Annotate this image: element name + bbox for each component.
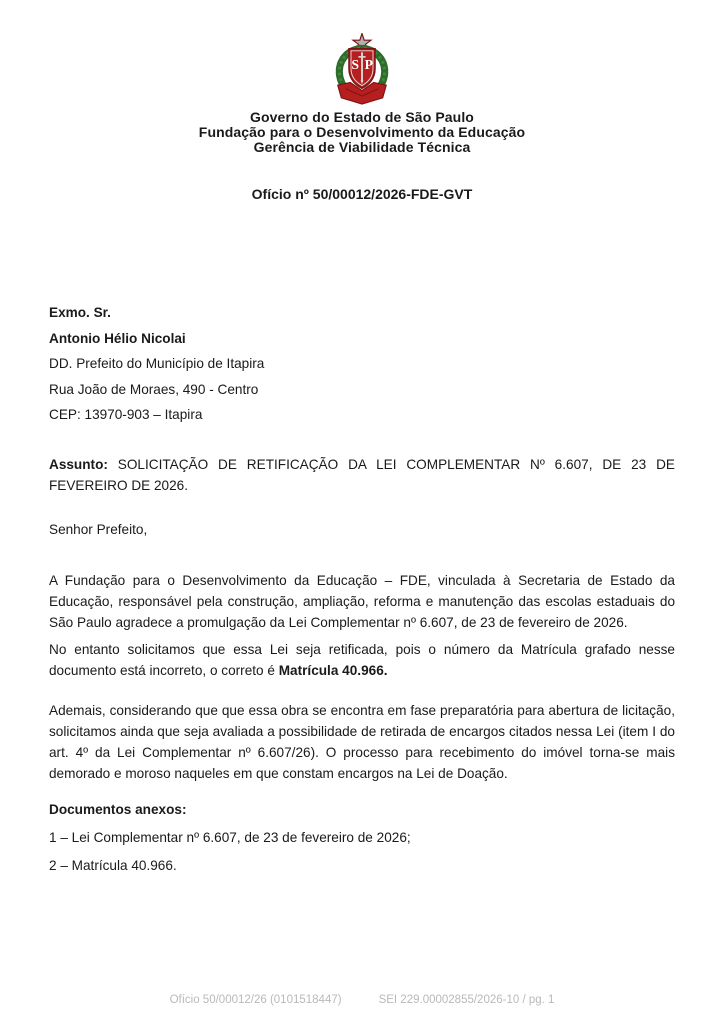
sao-paulo-coat-of-arms-icon [325,33,399,105]
recipient-name: Antonio Hélio Nicolai [49,330,186,346]
svg-text:S: S [351,57,360,72]
subject-label: Assunto: [49,456,108,472]
org-line-government: Governo do Estado de São Paulo [250,109,474,125]
paragraph-2-matricula-bold: Matrícula 40.966. [278,662,388,678]
page-footer [0,994,724,1006]
org-name-block [49,110,675,155]
body-paragraph-1: A Fundação para o Desenvolvimento da Educação – FDE, vinculada à Secretaria de Estado da Educação, responsável pela construção, ampliação, reforma e manutenção das escolas estaduais do São Paulo agradece a promulgação da Lei Complementar nº 6.607, de 23 de fevereiro de 2026. [49,572,675,630]
org-line-foundation: Fundação para o Desenvolvimento da Educação [198,124,526,140]
footer-sei-page-reference: SEI 229.00002855/2026-10 / pg. 1 [378,994,555,1006]
attachments-section [49,799,675,876]
recipient-address: Rua João de Moraes, 490 - Centro [49,381,259,397]
footer-oficio-reference: Ofício 50/00012/26 (0101518447) [169,994,342,1006]
oficio-number: Ofício nº 50/00012/2026-FDE-GVT [251,186,473,202]
attachment-item-2: 2 – Matrícula 40.966. [49,857,177,873]
attachments-heading: Documentos anexos: [49,801,187,817]
attachment-item-1: 1 – Lei Complementar nº 6.607, de 23 de fevereiro de 2026; [49,829,411,845]
body-paragraph-2 [49,639,675,681]
paragraph-2-text: No entanto solicitamos que essa Lei seja retificada, pois o número da Matrícula grafado nesse documento está incorreto, o correto é [49,641,675,678]
recipient-cep: CEP: 13970-903 – Itapira [49,407,203,422]
greeting: Senhor Prefeito, [49,521,148,537]
svg-text:P: P [364,57,373,72]
recipient-salutation: Exmo. Sr. [49,305,111,320]
body-paragraph-3: Ademais, considerando que que essa obra se encontra em fase preparatória para abertura de licitação, solicitamos ainda que seja avaliada a possibilidade de retirada de encargos citados nessa Lei (item I do art. 4º da Lei Complementar nº 6.607/26). O processo para recebimento do imóvel torna-se mais demorado e moroso naqueles em que constam encargos na Lei de Doação. [49,702,675,781]
recipient-block [49,300,675,428]
letterhead [49,33,675,155]
subject-line [49,454,675,496]
recipient-title: DD. Prefeito do Município de Itapira [49,356,265,371]
org-line-department: Gerência de Viabilidade Técnica [253,139,471,155]
subject-text: SOLICITAÇÃO DE RETIFICAÇÃO DA LEI COMPLEMENTAR Nº 6.607, DE 23 DE FEVEREIRO DE 2026. [49,456,675,493]
